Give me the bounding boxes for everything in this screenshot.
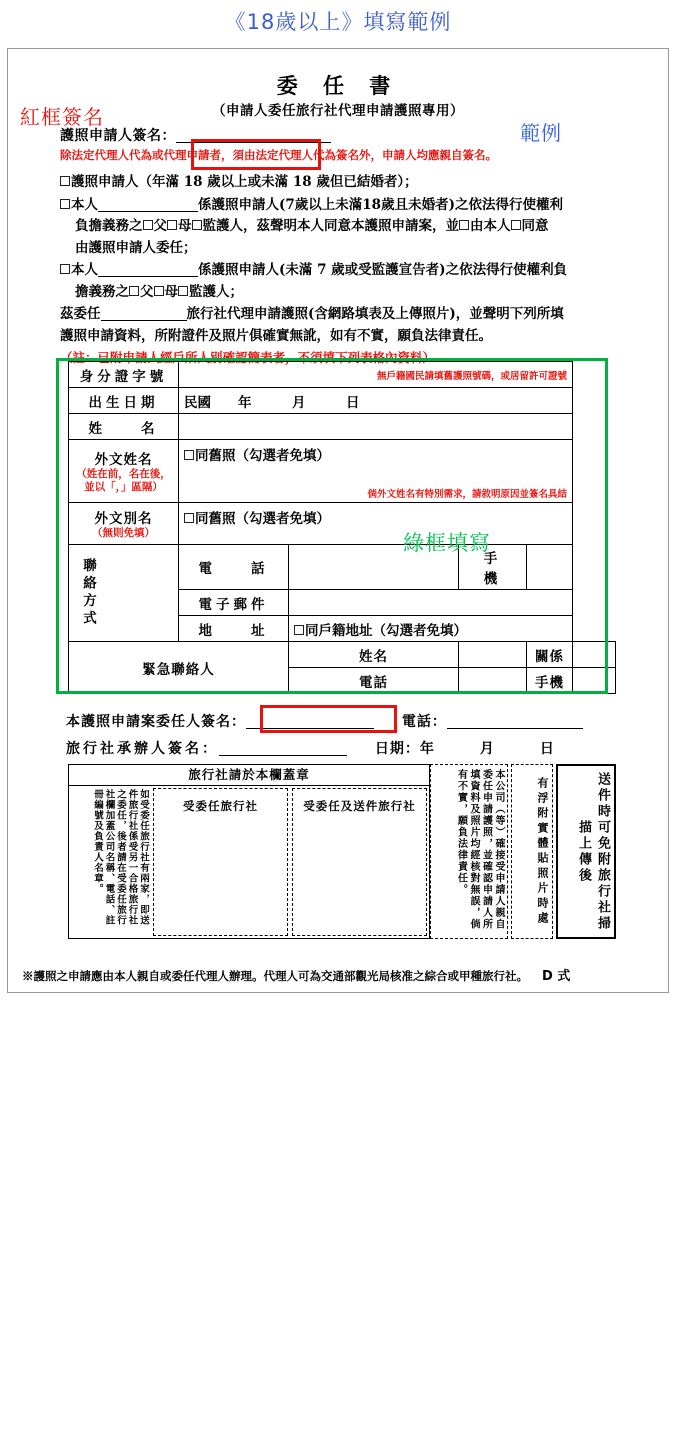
stamp-cell-entrusted-and-submitting-agency[interactable]: 受委任及送件旅行社 <box>292 788 427 936</box>
scan-upload-box[interactable]: 送件時可免附旅行社掃描上傳後 <box>556 764 616 939</box>
clause-4-text-c: 護照申請資料，所附證件及照片俱確實無訛，如有不實，願負法律責任。 <box>60 327 492 344</box>
clause-2-text-b: 係護照申請人(7歲以上未滿18歲且未婚者)之依法得行使權利 <box>198 196 563 213</box>
emergency-relation-label: 關係 <box>527 642 573 668</box>
principal-signature-label: 本護照申請案委任人簽名： <box>66 714 246 730</box>
footer-note <box>22 965 662 984</box>
emergency-mobile-value[interactable] <box>573 668 616 694</box>
emergency-label: 緊急聯絡人 <box>69 642 289 694</box>
agency-signature-label: 旅行社承辦人簽名： <box>66 741 219 757</box>
clause-2-father: 父 <box>153 218 167 234</box>
foreign-name-sub: （姓在前，名在後，並以「，」區隔） <box>76 468 171 493</box>
clause-3-guardian: 監護人； <box>189 283 243 300</box>
alias-value-cell[interactable] <box>179 503 573 545</box>
clause-2-text-a: 本人 <box>71 196 98 213</box>
page-title: 《18歲以上》填寫範例 <box>224 10 452 34</box>
applicant-data-table <box>68 361 616 694</box>
checkbox-same-old-passport-name[interactable] <box>184 450 194 460</box>
email-value-cell[interactable] <box>289 590 573 616</box>
clause-2-text-c: 負擔義務之 <box>75 218 143 234</box>
clause-2 <box>60 195 646 260</box>
emergency-mobile-label: 手機 <box>527 668 573 694</box>
emergency-name-label: 姓名 <box>289 642 459 668</box>
address-same-label: 同戶籍地址（勾選者免填） <box>305 622 467 639</box>
clause-3-text-a: 本人 <box>71 262 98 278</box>
checkbox-mother-2[interactable] <box>154 286 164 296</box>
clause-3-name-field[interactable] <box>98 260 198 277</box>
checkbox-same-old-passport-alias[interactable] <box>184 513 194 523</box>
tel-label: 電 話 <box>179 545 289 590</box>
clause-4-text-b: 旅行社代理申請護照(含網路填表及上傳照片)，並聲明下列所填 <box>186 306 564 322</box>
clause-2-mother: 母 <box>178 218 192 234</box>
foreign-name-label: 外文姓名 <box>94 452 153 468</box>
alias-label-cell <box>69 503 179 545</box>
foreign-name-same-label: 同舊照（勾選者免填） <box>195 448 330 464</box>
clause-3-mother: 母 <box>164 283 178 300</box>
emergency-name-value[interactable] <box>459 642 527 668</box>
checkbox-mother-1[interactable] <box>167 220 177 230</box>
annotation-green-fill: 綠框填寫 <box>403 531 491 555</box>
clause-4-text-a: 茲委任 <box>60 306 101 322</box>
clause-2-agree: 同意 <box>521 218 549 234</box>
clause-3-father: 父 <box>140 283 154 300</box>
stamp-area <box>68 764 616 939</box>
clause-2-line2 <box>60 216 646 238</box>
clause-1-text: 護照申請人（年滿 18 歲以上或未滿 18 歲但已結婚者）； <box>71 174 418 190</box>
signature-note: 除法定代理人代為或代理申請者，須由法定代理人代為簽名外，申請人均應親自簽名。 <box>60 148 497 162</box>
date-value[interactable]: 年 月 日 <box>419 741 555 757</box>
alias-label: 外文別名 <box>94 511 153 527</box>
clauses-block <box>22 172 654 369</box>
checkbox-father-1[interactable] <box>143 220 153 230</box>
foreign-name-value-cell[interactable] <box>179 440 573 503</box>
clause-3 <box>60 260 646 303</box>
agency-signature-row <box>66 736 656 763</box>
photo-attach-box[interactable]: 有浮附實體貼照片時處 <box>511 764 553 939</box>
declaration-panel <box>430 764 616 939</box>
table-row-emergency-name <box>69 642 616 668</box>
clause-2-line3 <box>60 238 646 260</box>
clause-4 <box>60 304 646 369</box>
table-row-birth <box>69 388 616 414</box>
clause-3-text-c: 擔義務之 <box>75 283 129 300</box>
clause-4-agency-field[interactable] <box>101 304 187 321</box>
date-label: 日期： <box>374 741 420 757</box>
clause-3-text-b: 係護照申請人(未滿 7 歲或受監護宣告者)之依法得行使權利負 <box>198 262 568 278</box>
clause-4-line2 <box>60 326 646 348</box>
id-label: 身分證字號 <box>69 362 179 388</box>
stamp-note: 如受委任旅行社有兩家，即送件旅行社係受另一合格旅行社之委任，後者請在受委任旅行社欄加蓋公司名稱、電話、註冊編號及負責人名章。 <box>92 789 149 926</box>
address-label: 地 址 <box>179 616 289 642</box>
footer-text: ※護照之申請應由本人親自或委任代理人辦理。代理人可為交通部觀光局核准之綜合或甲種旅行社。 <box>22 969 528 983</box>
form-sheet <box>7 48 669 993</box>
name-value-cell[interactable] <box>179 414 573 440</box>
checkbox-clause-2[interactable] <box>60 199 70 209</box>
contact-vertical-label: 聯絡方式 <box>80 558 96 628</box>
clause-2-by-self: 由本人 <box>470 218 511 234</box>
document-subtitle: （申請人委任旅行社代理申請護照專用） <box>212 103 464 119</box>
stamp-body <box>69 786 429 938</box>
applicant-signature-row <box>22 125 654 147</box>
table-row-id <box>69 362 616 388</box>
checkbox-clause-3[interactable] <box>60 264 70 274</box>
checkbox-agree[interactable] <box>511 220 521 230</box>
foreign-name-hint: 倘外文姓名有特別需求，請敘明原因並簽名具結 <box>367 489 567 500</box>
checkbox-clause-1[interactable] <box>60 176 70 186</box>
clause-3-line2 <box>60 282 646 304</box>
emergency-tel-label: 電話 <box>289 668 459 694</box>
agency-declaration-text: 本公司（等）確接受申請人親自委任申請護照，並確認申請人所填資料及照片均經核對無誤，倘有不實，願負法律責任。 <box>430 764 508 939</box>
agency-stamp-panel <box>68 764 430 939</box>
checkbox-father-2[interactable] <box>129 286 139 296</box>
checkbox-guardian-1[interactable] <box>192 220 202 230</box>
phone-label: 電話： <box>401 714 447 730</box>
clause-1 <box>60 172 646 194</box>
id-hint: 無戶籍國民請填舊護照號碼，或居留許可證號 <box>376 370 567 382</box>
table-row-tel <box>69 545 616 590</box>
alias-same-label: 同舊照（勾選者免填） <box>195 511 330 527</box>
checkbox-guardian-2[interactable] <box>178 286 188 296</box>
table-row-foreign-name <box>69 440 616 503</box>
name-label: 姓 名 <box>69 414 179 440</box>
birth-label: 出生日期 <box>69 388 179 414</box>
clause-2-guardian: 監護人，茲聲明本人同意本護照申請案，並 <box>202 218 459 234</box>
contact-vertical-label-cell <box>69 545 179 642</box>
document-title: 委 任 書 <box>276 73 400 98</box>
foreign-name-label-cell <box>69 440 179 503</box>
annotation-example: 範例 <box>520 121 562 145</box>
emergency-tel-value[interactable] <box>459 668 527 694</box>
alias-sub: （無則免填） <box>92 527 155 539</box>
checkbox-by-self[interactable] <box>459 220 469 230</box>
checkbox-same-household-address[interactable] <box>294 625 304 635</box>
mobile-label: 手 機 <box>459 545 527 590</box>
agency-signature-field[interactable] <box>219 739 347 756</box>
stamp-cell-entrusted-agency[interactable]: 受委任旅行社 <box>153 788 288 936</box>
applicant-signature-label: 護照申請人簽名： <box>60 128 176 144</box>
form-code: D 式 <box>542 969 571 984</box>
red-highlight-box-signature <box>191 139 321 170</box>
clause-2-name-field[interactable] <box>98 195 198 212</box>
id-value-cell[interactable] <box>179 362 573 388</box>
birth-value-cell[interactable]: 民國 年 月 日 <box>179 388 573 414</box>
email-label: 電子郵件 <box>179 590 289 616</box>
address-value-cell[interactable] <box>289 616 573 642</box>
emergency-relation-value[interactable] <box>573 642 616 668</box>
red-highlight-box-principal-signature <box>260 705 397 733</box>
clause-4-note: （註：已附申請人經戶所人別確認簡表者，不須填下列表格內資料） <box>60 350 436 365</box>
clause-2-text-d: 由護照申請人委任； <box>75 239 197 256</box>
table-row-alias <box>69 503 616 545</box>
stamp-header: 旅行社請於本欄蓋章 <box>69 765 429 786</box>
phone-field[interactable] <box>447 712 583 729</box>
annotation-red-sign: 紅框簽名 <box>20 105 104 129</box>
table-row-name <box>69 414 616 440</box>
